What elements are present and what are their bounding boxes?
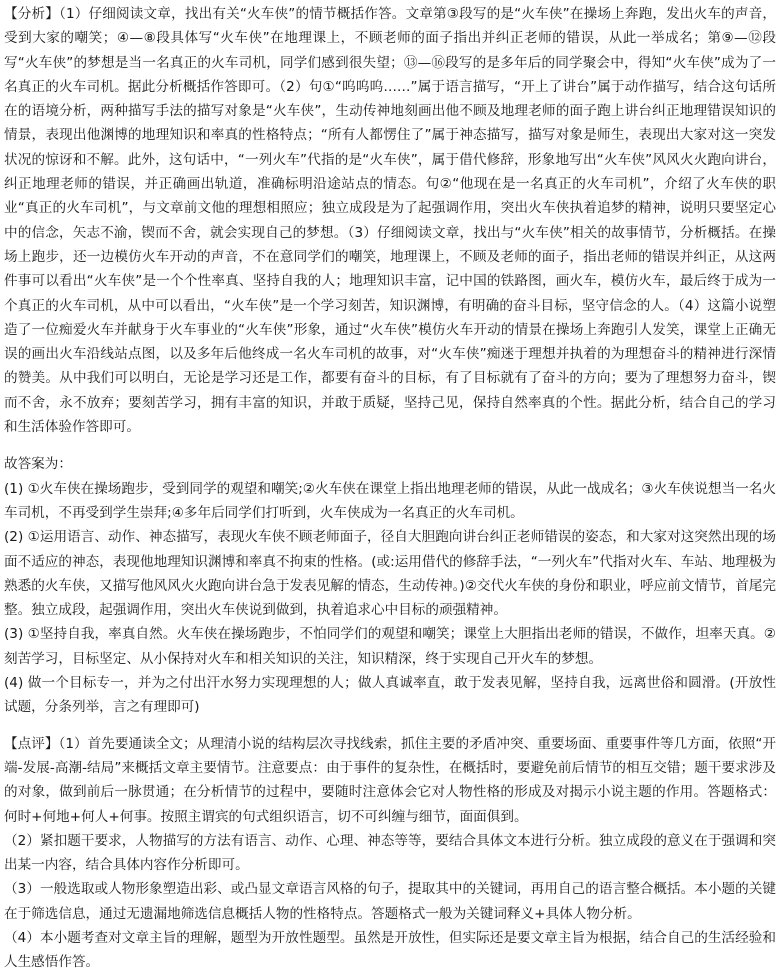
- answer-item-1: (1) ①火车侠在操场跑步，受到同学的观望和嘲笑;②火车侠在课堂上指出地理老师的错误，从此一战成名；③火车侠说想当一名火车司机，不再受到学生崇拜;④多年后同学们打听到，火车侠成为一名真正的火车司机。: [4, 480, 776, 521]
- comment-item-2: （2）紧扣题干要求，人物描写的方法有语言、动作、心理、神态等等，要结合具体文本进行分析。独立成段的意义在于强调和突出某一内容，结合具体内容作分析即可。: [4, 832, 776, 874]
- comment-item-3: （3）一般选取或人物形象塑造出彩、或凸显文章语言风格的句子，提取其中的关键词，再用自己的语言整合概括。本小题的关键在于筛选信息，通过无遗漏地筛选信息概括人物的性格特点。答题格式一般为关键词释义+具体人物分析。: [4, 881, 776, 922]
- answer-item-2: (2) ①运用语言、动作、神态描写，表现火车侠不顾老师面子，径自大胆跑向讲台纠正老师错误的姿态，和大家对这突然出现的场面不适应的神态，表现他地理知识渊博和率真不拘束的性格。(或:运用借代的修辞手法，“一列火车”代指对火车、车站、地理极为熟悉的火车侠，又描写他风风火火跑向讲台急于发表见解的情态，生动传神。)②交代火车侠的身份和职业，呼应前文情节，首尾完整。独立成段，起强调作用，突出火车侠说到做到，执着追求心中目标的顽强精神。: [4, 529, 776, 619]
- comment-item-4: （4）本小题考查对文章主旨的理解，题型为开放性题型。虽然是开放性，但实际还是要文章主旨为根据，结合自己的生活经验和人生感悟作答。: [4, 929, 776, 971]
- answer-item-3: (3) ①坚持自我，率真自然。火车侠在操场跑步，不怕同学们的观望和嘲笑；课堂上大胆指出老师的错误，不做作，坦率天真。②刻苦学习，目标坚定、从小保持对火车和相关知识的关注，知识精深，终于实现自己开火车的梦想。: [4, 626, 776, 667]
- analysis-paragraph: 【分析】（1）仔细阅读文章，找出有关“火车侠”的情节概括作答。文章第③段写的是“火车侠”在操场上奔跑，发出火车的声音，受到大家的嘲笑；④—⑧段具体写“火车侠”在地理课上，不顾老师的面子指出并纠正老师的错误，从此一举成名；第⑨—⑫段写“火车侠”的梦想是当一名真正的火车司机，同学们感到很失望；⑬—⑯段写的是多年后的同学聚会中，得知“火车侠”成为了一名真正的火车司机。据此分析概括作答即可。（2）句①“呜呜呜……”属于语言描写，“开上了讲台”属于动作描写，结合这句话所在的语境分析，两种描写手法的描写对象是“火车侠”，生动传神地刻画出他不顾及地理老师的面子跑上讲台纠正地理错误知识的情景，表现出他渊博的地理知识和率真的性格特点；“所有人都愣住了”属于神态描写，描写对象是师生，表现出大家对这一突发状况的惊讶和不解。此外，这句话中，“一列火车”代指的是“火车侠”，属于借代修辞，形象地写出“火车侠”风风火火跑向讲台，纠正地理老师的错误，并正确画出轨道，准确标明沿途站点的情态。句②“他现在是一名真正的火车司机”，介绍了火车侠的职业“真正的火车司机”，与文章前文他的理想相照应；独立成段是为了起强调作用，突出火车侠执着追梦的精神，说明只要坚定心中的信念，矢志不渝，锲而不舍，就会实现自己的梦想。（3）仔细阅读文章，找出与“火车侠”相关的故事情节，分析概括。在操场上跑步，还一边模仿火车开动的声音，不在意同学们的嘲笑，地理课上，不顾及老师的面子，指出老师的错误并纠正，从这两件事可以看出“火车侠”是一个个性率真、坚持自我的人；地理知识丰富，记中国的铁路图，画火车，模仿火车，最后终于成为一个真正的火车司机，从中可以看出，“火车侠”是一个学习刻苦，知识渊博，有明确的奋斗目标，坚守信念的人。（4）这篇小说塑造了一位痴爱火车并献身于火车事业的“火车侠”形象，通过“火车侠”模仿火车开动的情景在操场上奔跑引人发笑，课堂上正确无误的画出火车沿线站点图，以及多年后他终成一名火车司机的故事，对“火车侠”痴迷于理想并执着的为理想奋斗的精神进行深情的赞美。从中我们可以明白，无论是学习还是工作，都要有奋斗的目标，有了目标就有了奋斗的方向；要为了理想努力奋斗，锲而不舍，永不放弃；要刻苦学习，拥有丰富的知识，并敢于质疑，坚持己见，保持自然率真的个性。据此分析，结合自己的学习和生活体验作答即可。: [4, 6, 776, 436]
- answer-heading: 故答案为：: [4, 456, 72, 473]
- spacer: [4, 439, 776, 452]
- answer-item-4: (4) 做一个目标专一，并为之付出汗水努力实现理想的人；做人真诚率直，敢于发表见解，坚持自我，远离世俗和圆滑。(开放性试题，分条列举，言之有理即可): [4, 675, 776, 716]
- comment-item-1: 【点评】（1）首先要通读全文；从理清小说的结构层次寻找线索，抓住主要的矛盾冲突、重要场面、重要事件等几方面，依照“开端-发展-高潮-结局”来概括文章主要情节。注意要点：由于事件的复杂性，在概括时，要避免前后情节的相互交错；题干要求涉及的对象，做到前后一脉贯通；在分析情节的过程中，要随时注意体会它对人物性格的形成及对揭示小说主题的作用。答题格式：何时+何地+何人+何事。按照主谓宾的句式组织语言，切不可纠缠与细节，面面俱到。: [4, 735, 776, 825]
- spacer: [4, 720, 776, 732]
